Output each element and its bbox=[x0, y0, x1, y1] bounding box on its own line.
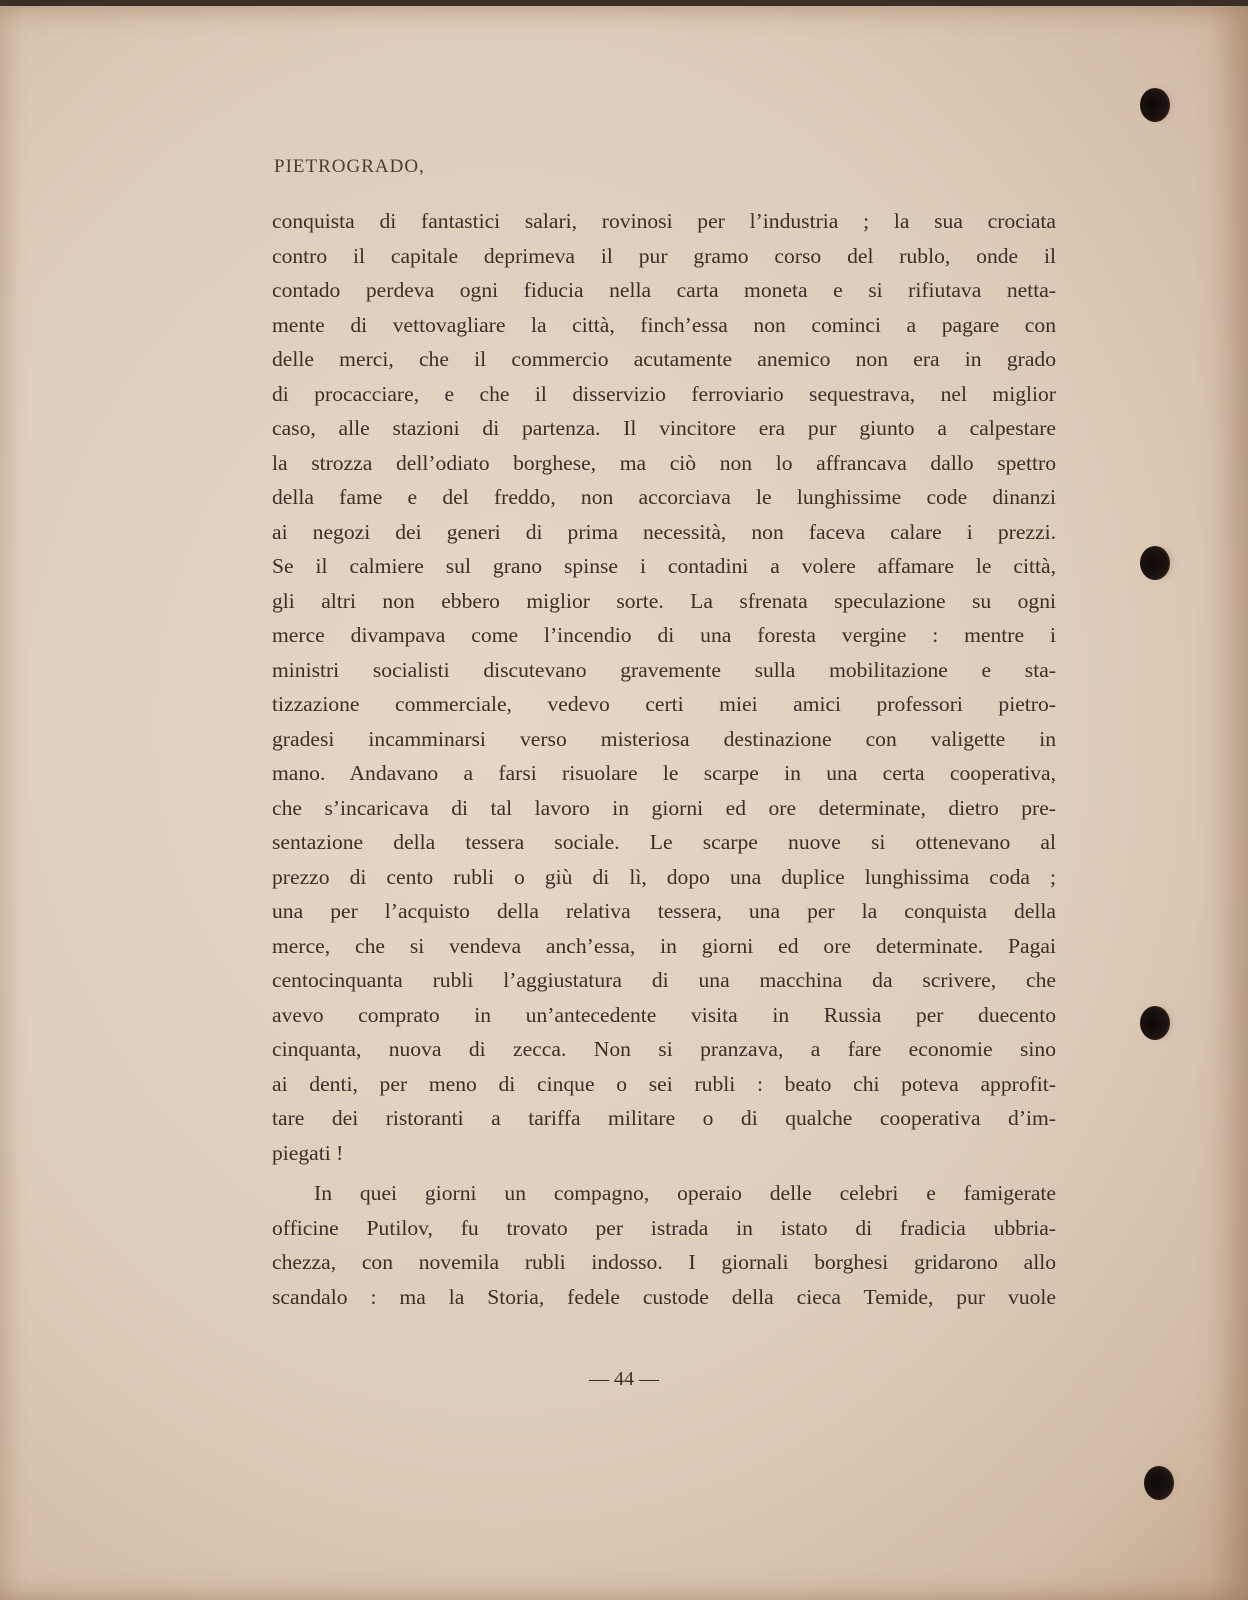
text-line: tizzazione commerciale, vedevo certi miei amici professori pietro- bbox=[272, 692, 1056, 716]
body-text bbox=[272, 204, 1056, 1314]
text-line: contro il capitale deprimeva il pur gramo corso del rublo, onde il bbox=[272, 243, 1056, 268]
text-line: merce, che si vendeva anch’essa, in giorni ed ore determinate. Pagai bbox=[272, 933, 1056, 958]
text-line: ai denti, per meno di cinque o sei rubli : beato chi poteva approfit- bbox=[272, 1071, 1056, 1096]
page-number: — 44 — bbox=[589, 1368, 659, 1390]
punch-hole-2 bbox=[1140, 546, 1170, 580]
text-line: mano. Andavano a farsi risuolare le scarpe in una certa cooperativa, bbox=[272, 761, 1056, 785]
punch-hole-3 bbox=[1140, 1006, 1170, 1040]
text-line: di procacciare, e che il disservizio ferroviario sequestrava, nel miglior bbox=[272, 381, 1056, 406]
paragraph-1 bbox=[272, 204, 1056, 1170]
text-line: prezzo di cento rubli o giù di lì, dopo una duplice lunghissima coda ; bbox=[272, 864, 1056, 889]
text-line: contado perdeva ogni fiducia nella carta moneta e si rifiutava netta- bbox=[272, 278, 1056, 302]
text-line: centocinquanta rubli l’aggiustatura di una macchina da scrivere, che bbox=[272, 968, 1056, 992]
text-line: Se il calmiere sul grano spinse i contadini a volere affamare le città, bbox=[272, 554, 1056, 578]
text-line: In quei giorni un compagno, operaio delle celebri e famigerate bbox=[314, 1181, 1056, 1205]
text-line: merce divampava come l’incendio di una foresta vergine : mentre i bbox=[272, 623, 1056, 647]
text-line: che s’incaricava di tal lavoro in giorni ed ore determinate, dietro pre- bbox=[272, 795, 1056, 820]
text-line: cinquanta, nuova di zecca. Non si pranzava, a fare economie sino bbox=[272, 1037, 1056, 1061]
text-line: caso, alle stazioni di partenza. Il vincitore era pur giunto a calpestare bbox=[272, 416, 1056, 440]
text-line: delle merci, che il commercio acutamente anemico non era in grado bbox=[272, 347, 1056, 371]
text-line: officine Putilov, fu trovato per istrada in istato di fradicia ubbria- bbox=[272, 1215, 1056, 1240]
text-line: mente di vettovagliare la città, finch’essa non cominci a pagare con bbox=[272, 312, 1056, 337]
text-line: ai negozi dei generi di prima necessità, non faceva calare i prezzi. bbox=[272, 519, 1056, 544]
document-page bbox=[0, 6, 1248, 1600]
text-line: la strozza dell’odiato borghese, ma ciò non lo affrancava dallo spettro bbox=[272, 450, 1056, 475]
punch-hole-4 bbox=[1144, 1466, 1174, 1500]
text-line: gli altri non ebbero miglior sorte. La sfrenata speculazione su ogni bbox=[272, 588, 1056, 613]
text-line: una per l’acquisto della relativa tessera, una per la conquista della bbox=[272, 899, 1056, 923]
text-line: scandalo : ma la Storia, fedele custode della cieca Temide, pur vuole bbox=[272, 1284, 1056, 1309]
paragraph-2 bbox=[272, 1176, 1056, 1314]
text-line: della fame e del freddo, non accorciava le lunghissime code dinanzi bbox=[272, 485, 1056, 509]
running-head: PIETROGRADO, bbox=[274, 156, 425, 177]
text-line: gradesi incamminarsi verso misteriosa destinazione con valigette in bbox=[272, 726, 1056, 751]
text-line: tare dei ristoranti a tariffa militare o di qualche cooperativa d’im- bbox=[272, 1106, 1056, 1130]
text-line: piegati ! bbox=[272, 1140, 344, 1165]
text-line: ministri socialisti discutevano gravemente sulla mobilitazione e sta- bbox=[272, 657, 1056, 682]
text-line: avevo comprato in un’antecedente visita in Russia per duecento bbox=[272, 1002, 1056, 1027]
text-line: conquista di fantastici salari, rovinosi per l’industria ; la sua crociata bbox=[272, 209, 1056, 233]
text-line: chezza, con novemila rubli indosso. I giornali borghesi gridarono allo bbox=[272, 1250, 1056, 1274]
text-line: sentazione della tessera sociale. Le scarpe nuove si ottenevano al bbox=[272, 830, 1056, 854]
punch-hole-1 bbox=[1140, 88, 1170, 122]
